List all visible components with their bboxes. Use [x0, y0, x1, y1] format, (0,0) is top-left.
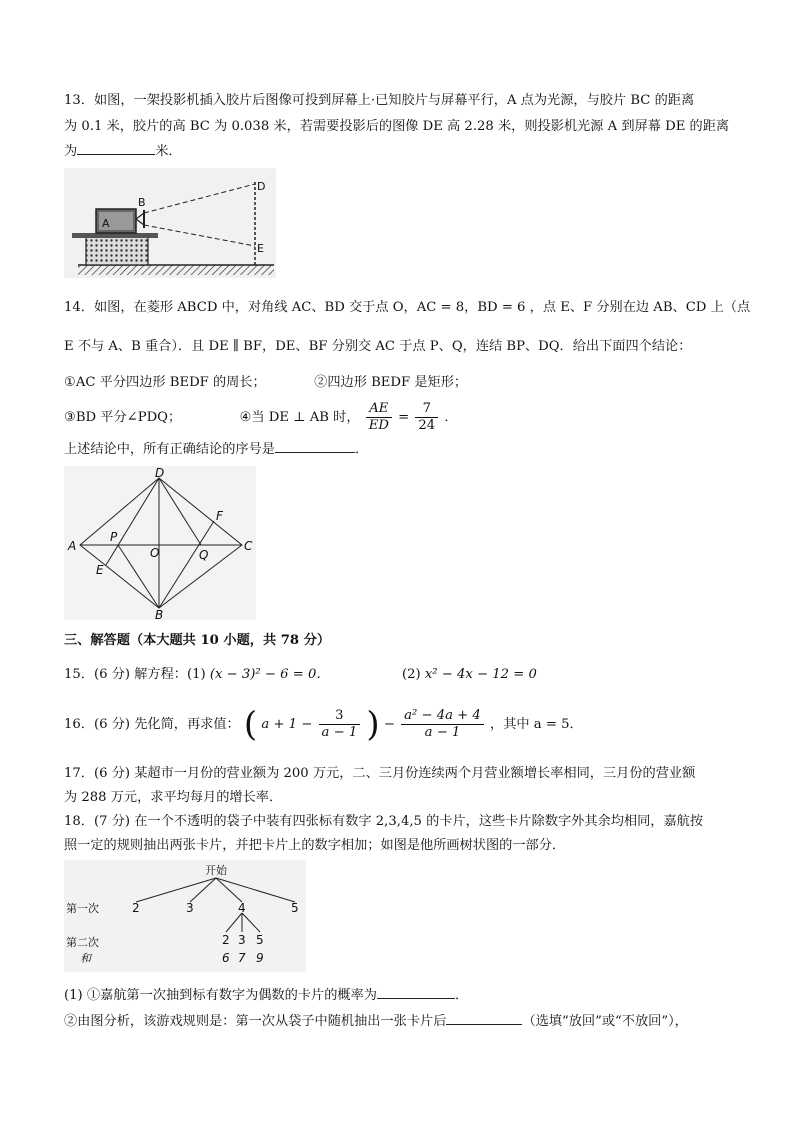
- q13-line3-prefix: 为: [64, 144, 78, 159]
- first-draw-label: 第一次: [66, 902, 99, 915]
- q15-part2: (2): [401, 667, 421, 682]
- q18-p1-suffix: ．: [455, 988, 469, 1003]
- q18-p1-prefix: (1) ①嘉航第一次抽到标有数字为偶数的卡片的概率为: [64, 988, 377, 1003]
- q13-projector-figure: [64, 168, 276, 278]
- q13-line3-suffix: 米．: [155, 144, 182, 159]
- label-F: F: [216, 509, 223, 523]
- label-P: P: [110, 530, 118, 544]
- q14-conclusion-4-end: ．: [444, 410, 458, 425]
- first-node-5: 5: [291, 901, 299, 915]
- q18-tree-diagram: [64, 860, 306, 972]
- q14-conclusion-3: ③BD 平分∠PDQ；: [64, 410, 182, 425]
- q14-line2: E 不与 A、B 重合）．且 DE ∥ BF，DE、BF 分别交 AC 于点 P、Q，连结 BP、DQ．给出下面四个结论：: [64, 339, 692, 354]
- q14-frac-num: AE: [366, 401, 392, 418]
- q16-minus: −: [383, 717, 395, 732]
- sum-7: 7: [238, 951, 246, 965]
- q16-prefix: 16．(6 分) 先化简，再求值：: [64, 717, 240, 732]
- second-node-5: 5: [256, 933, 264, 947]
- q14-conclusions-row2: [64, 398, 458, 438]
- q18-p2-answer-blank[interactable]: [446, 1024, 522, 1025]
- q17-line2: 为 288 万元，求平均每月的增长率．: [64, 790, 283, 805]
- q14-val-den: 24: [418, 418, 436, 433]
- sum-9: 9: [256, 951, 264, 965]
- q13-line1: 13．如图，一架投影机插入胶片后图像可投到屏幕上·已知胶片与屏幕平行，A 点为光源，与胶片 BC 的距离: [64, 93, 695, 108]
- q16-suffix: ，其中 a = 5．: [490, 717, 583, 732]
- q14-conclusion-4-prefix: ④当 DE ⊥ AB 时，: [239, 410, 360, 425]
- label-E: E: [257, 242, 264, 255]
- sum-label: 和: [80, 952, 91, 965]
- label-D: D: [257, 180, 266, 193]
- q18-figure-bg: [64, 860, 306, 972]
- q16-f2-den: a − 1: [424, 725, 461, 740]
- section-3-title: 三、解答题（本大题共 10 小题，共 78 分）: [64, 633, 331, 648]
- q14-ask: [64, 441, 368, 459]
- q16-line: 16．(6 分) 先化简，再求值： ( a + 1 − $\frac{3}{a - 1}$ ) − $\frac{\text{a² − 4a + 4}}{a - 1}$ ，其中 a = 5．: [64, 704, 583, 745]
- q18-p1-answer-blank[interactable]: [377, 998, 455, 999]
- q18-p2-prefix: ②由图分析，该游戏规则是：第一次从袋子中随机抽出一张卡片后: [64, 1014, 447, 1029]
- q16-f1-den: a − 1: [321, 725, 358, 740]
- q15-line: [64, 666, 537, 684]
- q13-line3: [64, 143, 182, 161]
- label-E: E: [96, 563, 104, 577]
- first-node-2: 2: [132, 901, 140, 915]
- q14-fraction-ae-ed: [366, 401, 392, 434]
- q13-line2: 为 0.1 米，胶片的高 BC 为 0.038 米，若需要投影后的图像 DE 高 2.28 米，则投影机光源 A 到屏幕 DE 的距离: [64, 119, 730, 134]
- second-node-2: 2: [222, 933, 230, 947]
- q14-answer-blank[interactable]: [275, 452, 355, 453]
- q18-part2: [64, 1013, 688, 1031]
- q16-f1-num: 3: [319, 708, 361, 725]
- first-node-4: 4: [238, 901, 246, 915]
- q14-conclusion-1: ①AC 平分四边形 BEDF 的周长；: [64, 375, 266, 390]
- label-C: C: [244, 539, 253, 553]
- ground: [78, 265, 274, 275]
- q13-answer-blank[interactable]: [77, 154, 155, 155]
- label-A: A: [68, 539, 77, 553]
- sum-6: 6: [222, 951, 230, 965]
- q16-f2-num: a² − 4a + 4: [401, 708, 484, 725]
- q15-eq2: x² − 4x − 12 = 0: [424, 667, 537, 682]
- q16-fraction-1: [319, 708, 361, 741]
- q14-val-num: 7: [415, 401, 438, 418]
- stand: [86, 237, 148, 265]
- second-node-3: 3: [238, 933, 246, 947]
- label-D: D: [155, 466, 165, 480]
- label-A: A: [102, 217, 110, 230]
- second-draw-label: 第二次: [66, 936, 99, 949]
- q14-conclusions-row1: [64, 374, 467, 392]
- q14-frac-den: ED: [368, 418, 389, 433]
- label-O: O: [150, 546, 160, 560]
- q18-part1: [64, 987, 468, 1005]
- q14-rhombus-figure: [64, 466, 256, 620]
- q14-ask-prefix: 上述结论中，所有正确结论的序号是: [64, 442, 275, 457]
- q16-inner: a + 1 −: [261, 717, 313, 732]
- q17-line1: 17．(6 分) 某超市一月份的营业额为 200 万元，二、三月份连续两个月营业额增长率相同，三月份的营业额: [64, 766, 696, 781]
- q16-fraction-2: [401, 708, 484, 741]
- q14-figure-bg: [64, 466, 256, 620]
- q18-p2-suffix: （选填“放回”或“不放回”），: [522, 1014, 688, 1029]
- q14-equals: =: [398, 410, 410, 425]
- label-B: B: [138, 196, 146, 209]
- tree-start: 开始: [205, 864, 227, 877]
- q14-ask-suffix: ．: [355, 442, 369, 457]
- q14-fraction-value: [415, 401, 438, 434]
- label-Q: Q: [199, 548, 209, 562]
- q18-line1: 18．(7 分) 在一个不透明的袋子中装有四张标有数字 2,3,4,5 的卡片，这些卡片除数字外其余均相同，嘉航按: [64, 814, 704, 829]
- q15-prefix: 15．(6 分) 解方程：(1): [64, 667, 206, 682]
- q18-line2: 照一定的规则抽出两张卡片，并把卡片上的数字相加；如图是他所画树状图的一部分．: [64, 838, 566, 853]
- label-B: B: [155, 608, 164, 620]
- q14-conclusion-2: ②四边形 BEDF 是矩形；: [314, 375, 468, 390]
- q14-line1: 14．如图，在菱形 ABCD 中，对角线 AC、BD 交于点 O，AC = 8，BD = 6 ，点 E、F 分别在边 AB、CD 上（点: [64, 300, 751, 315]
- q15-eq1: (x − 3)² − 6 = 0．: [209, 667, 330, 682]
- first-node-3: 3: [186, 901, 194, 915]
